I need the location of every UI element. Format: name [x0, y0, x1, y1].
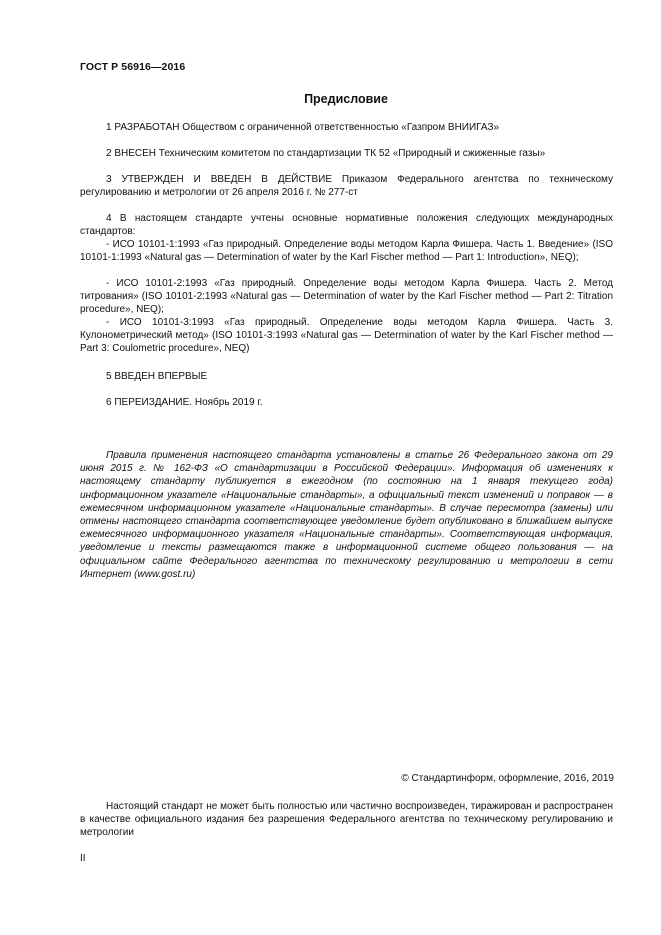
- standard-iso-10101-2: - ИСО 10101-2:1993 «Газ природный. Определение воды методом Карла Фишера. Часть 2. Метод титрования» (ISO 10101-2:1993 «Natural gas — Determination of water by the Karl Fischer method — Part 2: Titration procedure», NEQ);: [80, 278, 613, 316]
- page-number: II: [80, 853, 86, 864]
- item-4-standards-intro: 4 В настоящем стандарте учтены основные нормативные положения следующих международных стандартов:: [80, 213, 613, 238]
- item-1-developed: 1 РАЗРАБОТАН Обществом с ограниченной ответственностью «Газпром ВНИИГАЗ»: [106, 122, 500, 133]
- item-2-introduced: 2 ВНЕСЕН Техническим комитетом по стандартизации ТК 52 «Природный и сжиженные газы»: [106, 148, 546, 159]
- item-5-first-introduced: 5 ВВЕДЕН ВПЕРВЫЕ: [106, 371, 208, 382]
- page-title: Предисловие: [304, 92, 388, 106]
- standard-iso-10101-3: - ИСО 10101-3:1993 «Газ природный. Определение воды методом Карла Фишера. Часть 3. Кулонометрический метод» (ISO 10101-3:1993 «Natural gas — Determination of water by the Karl Fischer method — Part 3: Coulometric procedure», NEQ): [80, 317, 613, 355]
- item-3-approved: 3 УТВЕРЖДЕН И ВВЕДЕН В ДЕЙСТВИЕ Приказом Федерального агентства по техническому регулированию и метрологии от 26 апреля 2016 г. № 277-ст: [80, 174, 613, 199]
- standard-iso-10101-1: - ИСО 10101-1:1993 «Газ природный. Определение воды методом Карла Фишера. Часть 1. Введение» (ISO 10101-1:1993 «Natural gas — Determination of water by the Karl Fischer method — Part 1: Introduction», NEQ);: [80, 239, 613, 264]
- item-6-reissue: 6 ПЕРЕИЗДАНИЕ. Ноябрь 2019 г.: [106, 397, 263, 408]
- copyright-line: © Стандартинформ, оформление, 2016, 2019: [401, 773, 614, 784]
- rules-note: Правила применения настоящего стандарта установлены в статье 26 Федерального закона от 29 июня 2015 г. № 162-ФЗ «О стандартизации в Российской Федерации». Информация об изменениях к настоящему стандарту публикуется в ежегодном (по состоянию на 1 января текущего года) информационном указателе «Национальные стандарты», а официальный текст изменений и поправок — в ежемесячном информационном указателе «Национальные стандарты». В случае пересмотра (замены) или отмены настоящего стандарта соответствующее уведомление будет опубликовано в ближайшем выпуске ежемесячного информационного указателя «Национальные стандарты». Соответствующая информация, уведомление и тексты размещаются также в информационной системе общего пользования — на официальном сайте Федерального агентства по техническому регулированию и метрологии в сети Интернет (www.gost.ru): [80, 450, 613, 580]
- document-code: ГОСТ Р 56916—2016: [80, 61, 186, 73]
- reproduction-notice: Настоящий стандарт не может быть полностью или частично воспроизведен, тиражирован и распространен в качестве официального издания без разрешения Федерального агентства по техническому регулированию и метрологии: [80, 801, 613, 839]
